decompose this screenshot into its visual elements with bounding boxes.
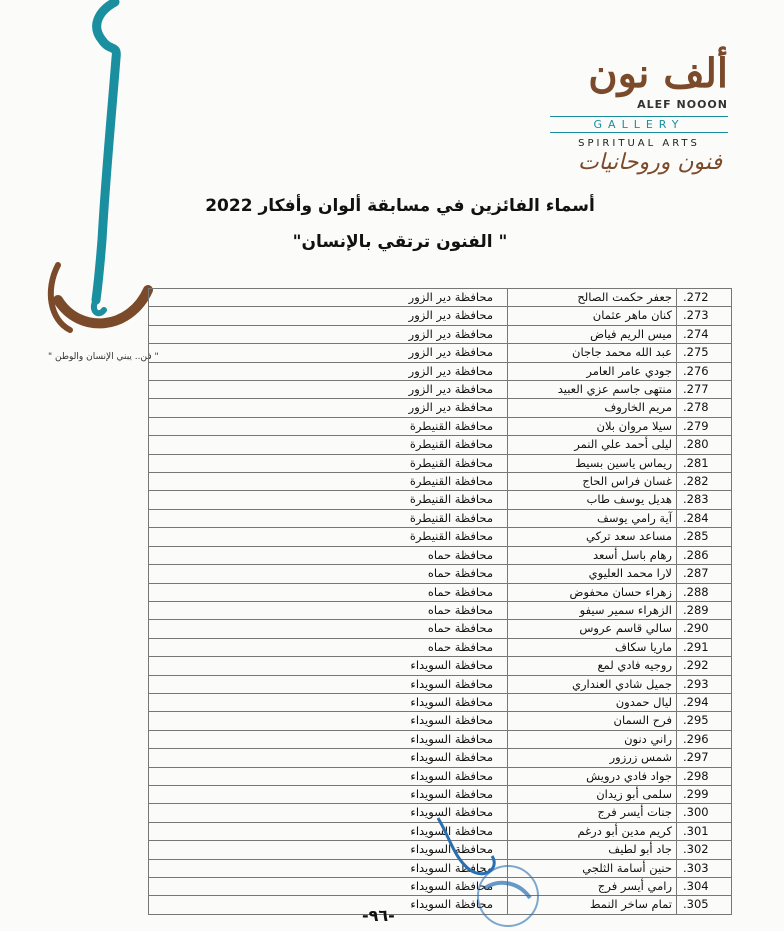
winner-province: محافظة القنيطرة [149,417,508,435]
row-number: 274. [677,325,732,343]
winner-province: محافظة دير الزور [149,344,508,362]
row-number: 289. [677,601,732,619]
winner-province: محافظة دير الزور [149,381,508,399]
table-row [149,730,732,748]
row-number: 285. [677,528,732,546]
winner-province: محافظة السويداء [149,804,508,822]
table-row [149,693,732,711]
table-row [149,565,732,583]
table-row [149,509,732,527]
row-number: 297. [677,749,732,767]
winner-name: منتهى جاسم عزي العبيد [508,381,677,399]
winner-name: شمس زرزور [508,749,677,767]
winner-province: محافظة القنيطرة [149,509,508,527]
row-number: 291. [677,638,732,656]
row-number: 299. [677,785,732,803]
logo-arabic-tagline: فنون وروحانيات [577,150,722,175]
row-number: 298. [677,767,732,785]
table-row [149,620,732,638]
winner-province: محافظة القنيطرة [149,473,508,491]
winner-name: ماريا سكاف [508,638,677,656]
winner-name: كريم مدين أبو درغم [508,822,677,840]
winner-province: محافظة القنيطرة [149,436,508,454]
winner-name: لارا محمد العليوي [508,565,677,583]
table-row [149,325,732,343]
winner-province: محافظة السويداء [149,841,508,859]
winner-name: رامي أيسر فرج [508,878,677,896]
table-row [149,289,732,307]
winner-name: حنين أسامة الثلجي [508,859,677,877]
row-number: 288. [677,583,732,601]
row-number: 295. [677,712,732,730]
winner-name: كنان ماهر عثمان [508,307,677,325]
row-number: 272. [677,289,732,307]
winner-province: محافظة السويداء [149,822,508,840]
winner-name: تمام ساخر النمط [508,896,677,914]
table-row [149,767,732,785]
winner-province: محافظة القنيطرة [149,454,508,472]
row-number: 292. [677,657,732,675]
winner-name: جعفر حكمت الصالح [508,289,677,307]
table-row [149,675,732,693]
table-row [149,307,732,325]
row-number: 303. [677,859,732,877]
row-number: 304. [677,878,732,896]
table-row [149,657,732,675]
winner-name: الزهراء سمير سيفو [508,601,677,619]
row-number: 290. [677,620,732,638]
table-row [149,454,732,472]
winner-province: محافظة دير الزور [149,362,508,380]
winner-province: محافظة القنيطرة [149,528,508,546]
winner-province: محافظة السويداء [149,657,508,675]
winner-name: عبد الله محمد جاجان [508,344,677,362]
winner-province: محافظة القنيطرة [149,491,508,509]
table-row [149,473,732,491]
row-number: 284. [677,509,732,527]
table-row [149,601,732,619]
winner-name: غسان فراس الحاج [508,473,677,491]
gallery-logo [548,46,728,176]
winner-province: محافظة السويداء [149,767,508,785]
winner-province: محافظة السويداء [149,675,508,693]
signature-stamp-decoration [430,808,540,931]
winner-name: سيلا مروان بلان [508,417,677,435]
row-number: 277. [677,381,732,399]
logo-subtitle: SPIRITUAL ARTS [578,138,700,149]
winner-name: هديل يوسف طاب [508,491,677,509]
winner-province: محافظة السويداء [149,878,508,896]
slogan-text: " فن.. يبني الإنسان والوطن " [48,352,159,362]
winner-name: مريم الخاروف [508,399,677,417]
row-number: 278. [677,399,732,417]
winner-province: محافظة حماه [149,620,508,638]
row-number: 294. [677,693,732,711]
logo-gallery-label: GALLERY [550,116,728,133]
winner-name: جودي عامر العامر [508,362,677,380]
winner-name: آية رامي يوسف [508,509,677,527]
winner-name: جواد فادي درويش [508,767,677,785]
row-number: 279. [677,417,732,435]
winner-name: جاد أبو لطيف [508,841,677,859]
winner-province: محافظة السويداء [149,859,508,877]
winner-province: محافظة دير الزور [149,289,508,307]
row-number: 300. [677,804,732,822]
table-row [149,344,732,362]
winner-name: مساعد سعد تركي [508,528,677,546]
winner-name: فرح السمان [508,712,677,730]
winner-province: محافظة دير الزور [149,325,508,343]
page-number: -٩٦- [362,906,395,925]
row-number: 282. [677,473,732,491]
row-number: 286. [677,546,732,564]
table-row [149,436,732,454]
table-row [149,785,732,803]
winner-province: محافظة السويداء [149,712,508,730]
winner-name: رهام باسل أسعد [508,546,677,564]
winner-name: جنات أيسر فرج [508,804,677,822]
row-number: 302. [677,841,732,859]
winner-province: محافظة السويداء [149,730,508,748]
row-number: 276. [677,362,732,380]
table-row [149,528,732,546]
winner-province: محافظة حماه [149,565,508,583]
table-row [149,381,732,399]
row-number: 273. [677,307,732,325]
winner-name: ميس الريم فياض [508,325,677,343]
row-number: 280. [677,436,732,454]
winner-name: روجيه فادي لمع [508,657,677,675]
table-row [149,491,732,509]
table-row [149,712,732,730]
winner-province: محافظة دير الزور [149,399,508,417]
table-row [149,362,732,380]
winner-name: ريماس ياسين بسيط [508,454,677,472]
winner-province: محافظة السويداء [149,749,508,767]
row-number: 281. [677,454,732,472]
row-number: 275. [677,344,732,362]
winner-name: راني دنون [508,730,677,748]
table-row [149,417,732,435]
winner-name: جميل شادي العنداري [508,675,677,693]
winner-name: سالي قاسم عروس [508,620,677,638]
page-subtitle: " الفنون ترتقي بالإنسان" [292,232,508,252]
logo-english-wordmark: ALEF NOOON [637,98,728,111]
table-row [149,399,732,417]
winner-province: محافظة حماه [149,601,508,619]
row-number: 287. [677,565,732,583]
page-title: أسماء الفائزين في مسابقة ألوان وأفكار 2022 [205,196,595,216]
logo-arabic-wordmark: ألف نون [588,50,728,97]
table-row [149,749,732,767]
winner-province: محافظة دير الزور [149,307,508,325]
row-number: 293. [677,675,732,693]
winner-province: محافظة السويداء [149,785,508,803]
table-row [149,583,732,601]
winner-province: محافظة حماه [149,638,508,656]
row-number: 301. [677,822,732,840]
winner-province: محافظة السويداء [149,896,508,914]
winner-province: محافظة السويداء [149,693,508,711]
winner-province: محافظة حماه [149,583,508,601]
alef-calligraphy-decoration [40,0,160,340]
row-number: 283. [677,491,732,509]
table-row [149,546,732,564]
row-number: 296. [677,730,732,748]
table-row [149,638,732,656]
winner-name: سلمى أبو زيدان [508,785,677,803]
winner-name: زهراء حسان محفوض [508,583,677,601]
row-number: 305. [677,896,732,914]
winner-name: ليال حمدون [508,693,677,711]
winner-province: محافظة حماه [149,546,508,564]
winner-name: ليلى أحمد علي النمر [508,436,677,454]
